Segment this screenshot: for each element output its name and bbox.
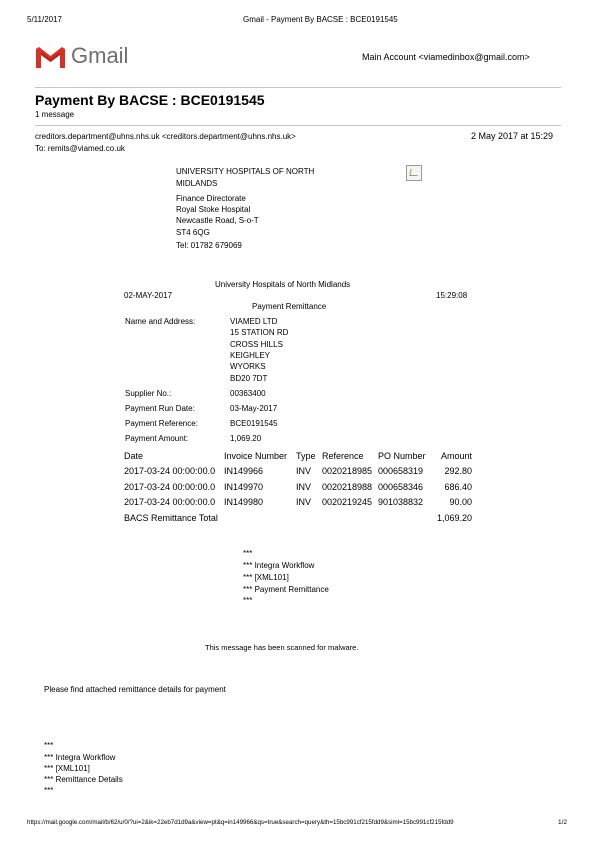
row-invoice: IN149966	[224, 466, 264, 477]
column-header-type: Type	[296, 450, 316, 461]
workflow-line: ***	[243, 596, 253, 605]
row-po: 901038832	[378, 497, 424, 508]
workflow-line: *** Payment Remittance	[243, 585, 329, 594]
address-line: VIAMED LTD	[230, 317, 278, 326]
workflow-line: ***	[44, 741, 54, 750]
name-address-label: Name and Address:	[125, 317, 196, 326]
row-reference: 0020218985	[322, 466, 373, 477]
total-label: BACS Remittance Total	[124, 512, 218, 523]
row-type: INV	[296, 497, 312, 508]
table-row	[124, 464, 472, 480]
address-line: KEIGHLEY	[230, 351, 271, 360]
payment-reference-label: Payment Reference:	[125, 419, 198, 428]
row-type: INV	[296, 466, 312, 477]
table-row	[124, 495, 472, 511]
row-invoice: IN149970	[224, 481, 264, 492]
row-invoice: IN149980	[224, 497, 264, 508]
row-amount: 90.00	[449, 497, 472, 508]
gmail-logo-text: Gmail	[71, 43, 129, 68]
thread-subject: Payment By BACSE : BCE0191545	[35, 92, 265, 108]
org-name-line2: MIDLANDS	[176, 179, 218, 188]
column-header-reference: Reference	[322, 450, 364, 461]
address-line: BD20 7DT	[230, 374, 268, 383]
body-text: Please find attached remittance details for payment	[44, 685, 226, 694]
recipient: To: remits@viamed.co.uk	[35, 144, 125, 153]
table-header-row	[124, 448, 472, 464]
column-header-invoice: Invoice Number	[224, 450, 288, 461]
column-header-amount: Amount	[440, 450, 472, 461]
row-po: 000658346	[378, 481, 424, 492]
row-po: 000658319	[378, 466, 424, 477]
column-header-date: Date	[124, 450, 144, 461]
row-date: 2017-03-24 00:00:00.0	[124, 481, 216, 492]
divider	[35, 125, 561, 126]
remittance-heading: Payment Remittance	[252, 302, 327, 311]
divider	[35, 87, 561, 88]
workflow-line: *** [XML101]	[44, 764, 90, 773]
table-total-row	[124, 510, 472, 526]
org-name-line1: UNIVERSITY HOSPITALS OF NORTH	[176, 167, 315, 176]
invoice-table	[124, 448, 472, 526]
print-date: 5/11/2017	[27, 15, 62, 24]
payment-amount-value: 1,069.20	[230, 434, 262, 443]
workflow-line: *** [XML101]	[243, 573, 289, 582]
road: Newcastle Road, S-o-T	[176, 216, 259, 225]
postcode: ST4 6QG	[176, 228, 210, 237]
row-reference: 0020219245	[322, 497, 373, 508]
gmail-logo-icon	[35, 46, 66, 69]
total-value: 1,069.20	[436, 512, 472, 523]
scan-notice: This message has been scanned for malware.	[205, 643, 359, 652]
workflow-line: ***	[44, 786, 54, 795]
run-date-value: 03-May-2017	[230, 404, 278, 413]
workflow-line: ***	[243, 549, 253, 558]
row-type: INV	[296, 481, 312, 492]
workflow-line: *** Integra Workflow	[243, 561, 315, 570]
workflow-line: *** Remittance Details	[44, 775, 123, 784]
workflow-line: *** Integra Workflow	[44, 753, 116, 762]
row-amount: 292.80	[444, 466, 472, 477]
run-date-label: Payment Run Date:	[125, 404, 195, 413]
remittance-org: University Hospitals of North Midlands	[215, 280, 351, 289]
column-header-po: PO Number	[378, 450, 426, 461]
page-number: 1/2	[558, 819, 568, 826]
message-count: 1 message	[35, 110, 75, 119]
print-title: Gmail - Payment By BACSE : BCE0191545	[243, 15, 398, 24]
site: Royal Stoke Hospital	[176, 205, 251, 214]
address-line: WYORKS	[230, 362, 266, 371]
payment-reference-value: BCE0191545	[230, 419, 278, 428]
message-date: 2 May 2017 at 15:29	[471, 131, 554, 141]
print-url: https://mail.google.com/mail/b/62/u/0/?ui=2&ik=22eb7d1d9a&view=pt&q=in149966&qs=true&search=query&th=15bc991cf215fdd9&siml=15bc991cf215fdd9	[27, 819, 454, 826]
row-amount: 686.40	[444, 481, 472, 492]
address-line: CROSS HILLS	[230, 340, 283, 349]
account-label: Main Account <viamedinbox@gmail.com>	[362, 52, 530, 62]
sender: creditors.department@uhns.nhs.uk <creditors.department@uhns.nhs.uk>	[35, 132, 296, 141]
payment-amount-label: Payment Amount:	[125, 434, 189, 443]
address-line: 15 STATION RD	[230, 328, 289, 337]
remittance-date: 02-MAY-2017	[124, 291, 173, 300]
remittance-time: 15:29:08	[436, 291, 468, 300]
supplier-label: Supplier No.:	[125, 389, 172, 398]
telephone: Tel: 01782 679069	[176, 241, 242, 250]
row-date: 2017-03-24 00:00:00.0	[124, 466, 216, 477]
row-reference: 0020218988	[322, 481, 373, 492]
row-date: 2017-03-24 00:00:00.0	[124, 497, 216, 508]
table-row	[124, 479, 472, 495]
department: Finance Directorate	[176, 194, 246, 203]
broken-image-icon	[406, 165, 422, 181]
supplier-value: 00363400	[230, 389, 266, 398]
